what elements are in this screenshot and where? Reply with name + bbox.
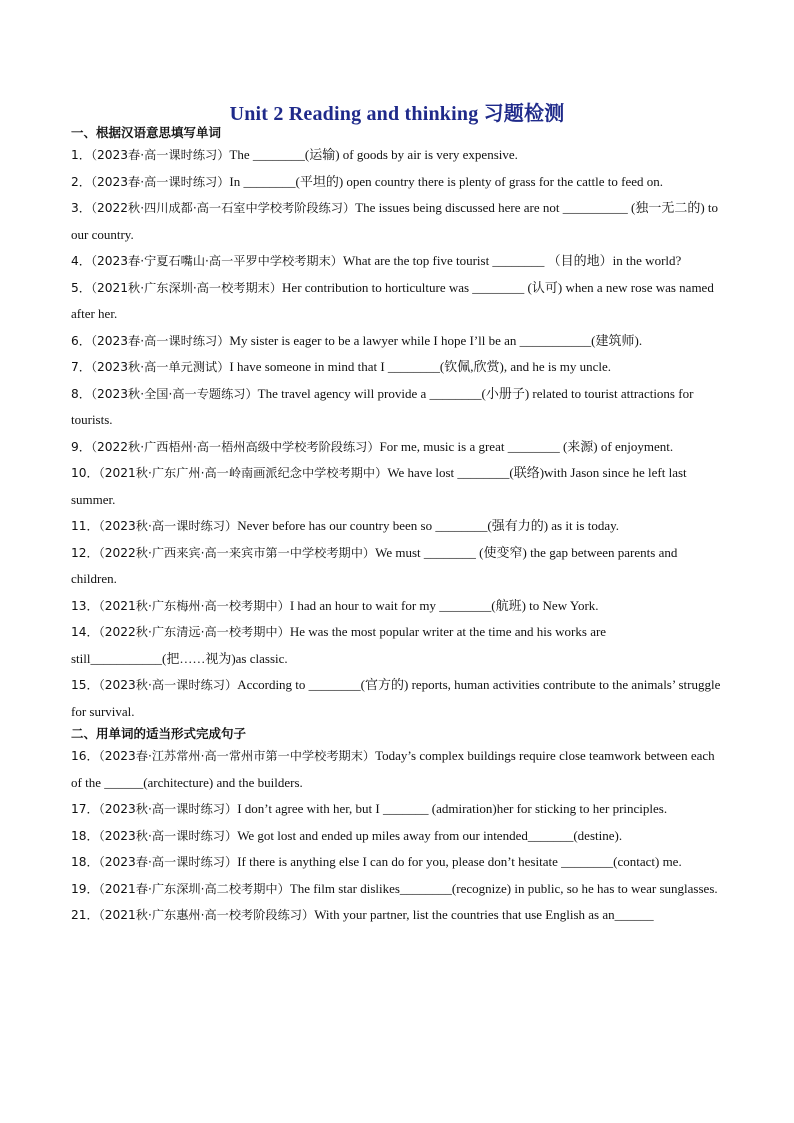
question-item [71,513,721,540]
question-item [71,275,721,328]
question-source: 5．（2021秋·广东深圳·高一校考期末） [71,280,283,295]
question-source: 13．（2021秋·广东梅州·高一校考期中） [71,598,290,613]
question-text: What are the top five tourist ________ （目的地）in the world? [342,253,682,268]
question-text: The ________(运输) of goods by air is very expensive. [229,147,518,162]
section-heading: 一、根据汉语意思填写单词 [71,125,222,140]
question-item [71,381,721,434]
question-source: 16．（2023春·江苏常州·高一常州市第一中学校考期末） [71,749,376,763]
question-text: Her contribution to horticulture was ________ (认可) when a new rose was named after her. [71,279,714,321]
question-source: 17．（2023秋·高一课时练习） [71,802,238,816]
question-source: 3．（2022秋·四川成都·高一石室中学校考阶段练习） [71,201,356,215]
question-item [71,540,721,593]
section-heading: 二、用单词的适当形式完成句子 [71,726,247,741]
question-item [71,849,721,876]
question-source: 18．（2023春·高一课时练习） [71,855,238,869]
question-item [71,902,721,929]
question-item [71,460,721,513]
question-item [71,354,721,381]
question-text: According to ________(官方的) reports, human activities contribute to the animals’ struggle for survival. [71,677,721,719]
exercise-content [71,124,721,929]
question-source: 7．（2023秋·高一单元测试） [71,360,230,374]
question-text: My sister is eager to be a lawyer while I hope I’ll be an ___________(建筑师). [229,332,643,348]
question-source: 14．（2022秋·广东清远·高一校考期中） [71,625,290,639]
question-item [71,169,721,196]
question-text: Today’s complex buildings require close teamwork between each of the ______(architecture) and the builders. [71,748,715,790]
question-item [71,672,721,725]
question-text: We have lost ________(联络)with Jason since he left last summer. [71,465,687,507]
question-item [71,743,721,796]
question-source: 2．（2023春·高一课时练习） [71,174,230,189]
question-text: In ________(平坦的) open country there is plenty of grass for the cattle to feed on. [229,173,663,189]
question-text: If there is anything else I can do for you, please don’t hesitate ________(contact) me. [237,854,682,869]
question-text: We must ________ (使变窄) the gap between parents and children. [71,544,678,586]
question-item [71,434,721,461]
page-title: Unit 2 Reading and thinking 习题检测 [229,103,565,125]
question-text: For me, music is a great ________ (来源) of enjoyment. [379,438,674,454]
question-text: I have someone in mind that I ________(钦佩,欣赏), and he is my uncle. [229,359,612,374]
question-source: 21．（2021秋·广东惠州·高一校考阶段练习） [71,908,315,922]
question-text: The issues being discussed here are not __________ (独一无二的) to our country. [71,200,719,242]
question-source: 10．（2021秋·广东广州·高一岭南画派纪念中学校考期中） [71,466,388,480]
question-text: With your partner, list the countries that use English as an______ [314,907,654,922]
question-item [71,142,721,169]
question-source: 1．（2023春·高一课时练习） [71,148,230,162]
question-source: 19．（2021春·广东深圳·高二校考期中） [71,881,290,896]
question-item [71,823,721,850]
question-source: 18．（2023秋·高一课时练习） [71,828,238,843]
question-item [71,593,721,620]
question-item [71,619,721,672]
question-source: 11．（2023秋·高一课时练习） [71,519,238,533]
question-text: The travel agency will provide a ________(小册子) related to tourist attractions for tourists. [71,385,694,427]
question-source: 15．（2023秋·高一课时练习） [71,678,238,692]
question-item [71,876,721,903]
question-source: 8．（2023秋·全国·高一专题练习） [71,386,258,401]
question-source: 4．（2023春·宁夏石嘴山·高一平罗中学校考期末） [71,254,343,268]
question-text: I don’t agree with her, but I _______ (admiration)her for sticking to her principles. [237,801,668,816]
question-source: 12．（2022秋·广西来宾·高一来宾市第一中学校考期中） [71,545,376,560]
question-item [71,796,721,823]
question-text: He was the most popular writer at the time and his works are still___________(把……视为)as classic. [71,624,607,666]
question-item [71,195,721,248]
question-text: We got lost and ended up miles away from our intended_______(destine). [237,827,623,843]
question-source: 9．（2022秋·广西梧州·高一梧州高级中学校考阶段练习） [71,439,380,454]
question-text: I had an hour to wait for my ________(航班) to New York. [289,597,599,613]
question-source: 6．（2023春·高一课时练习） [71,333,230,348]
question-item [71,248,721,275]
question-item [71,328,721,355]
question-text: Never before has our country been so ________(强有力的) as it is today. [237,518,620,533]
question-text: The film star dislikes________(recognize) in public, so he has to wear sunglasses. [289,880,718,896]
